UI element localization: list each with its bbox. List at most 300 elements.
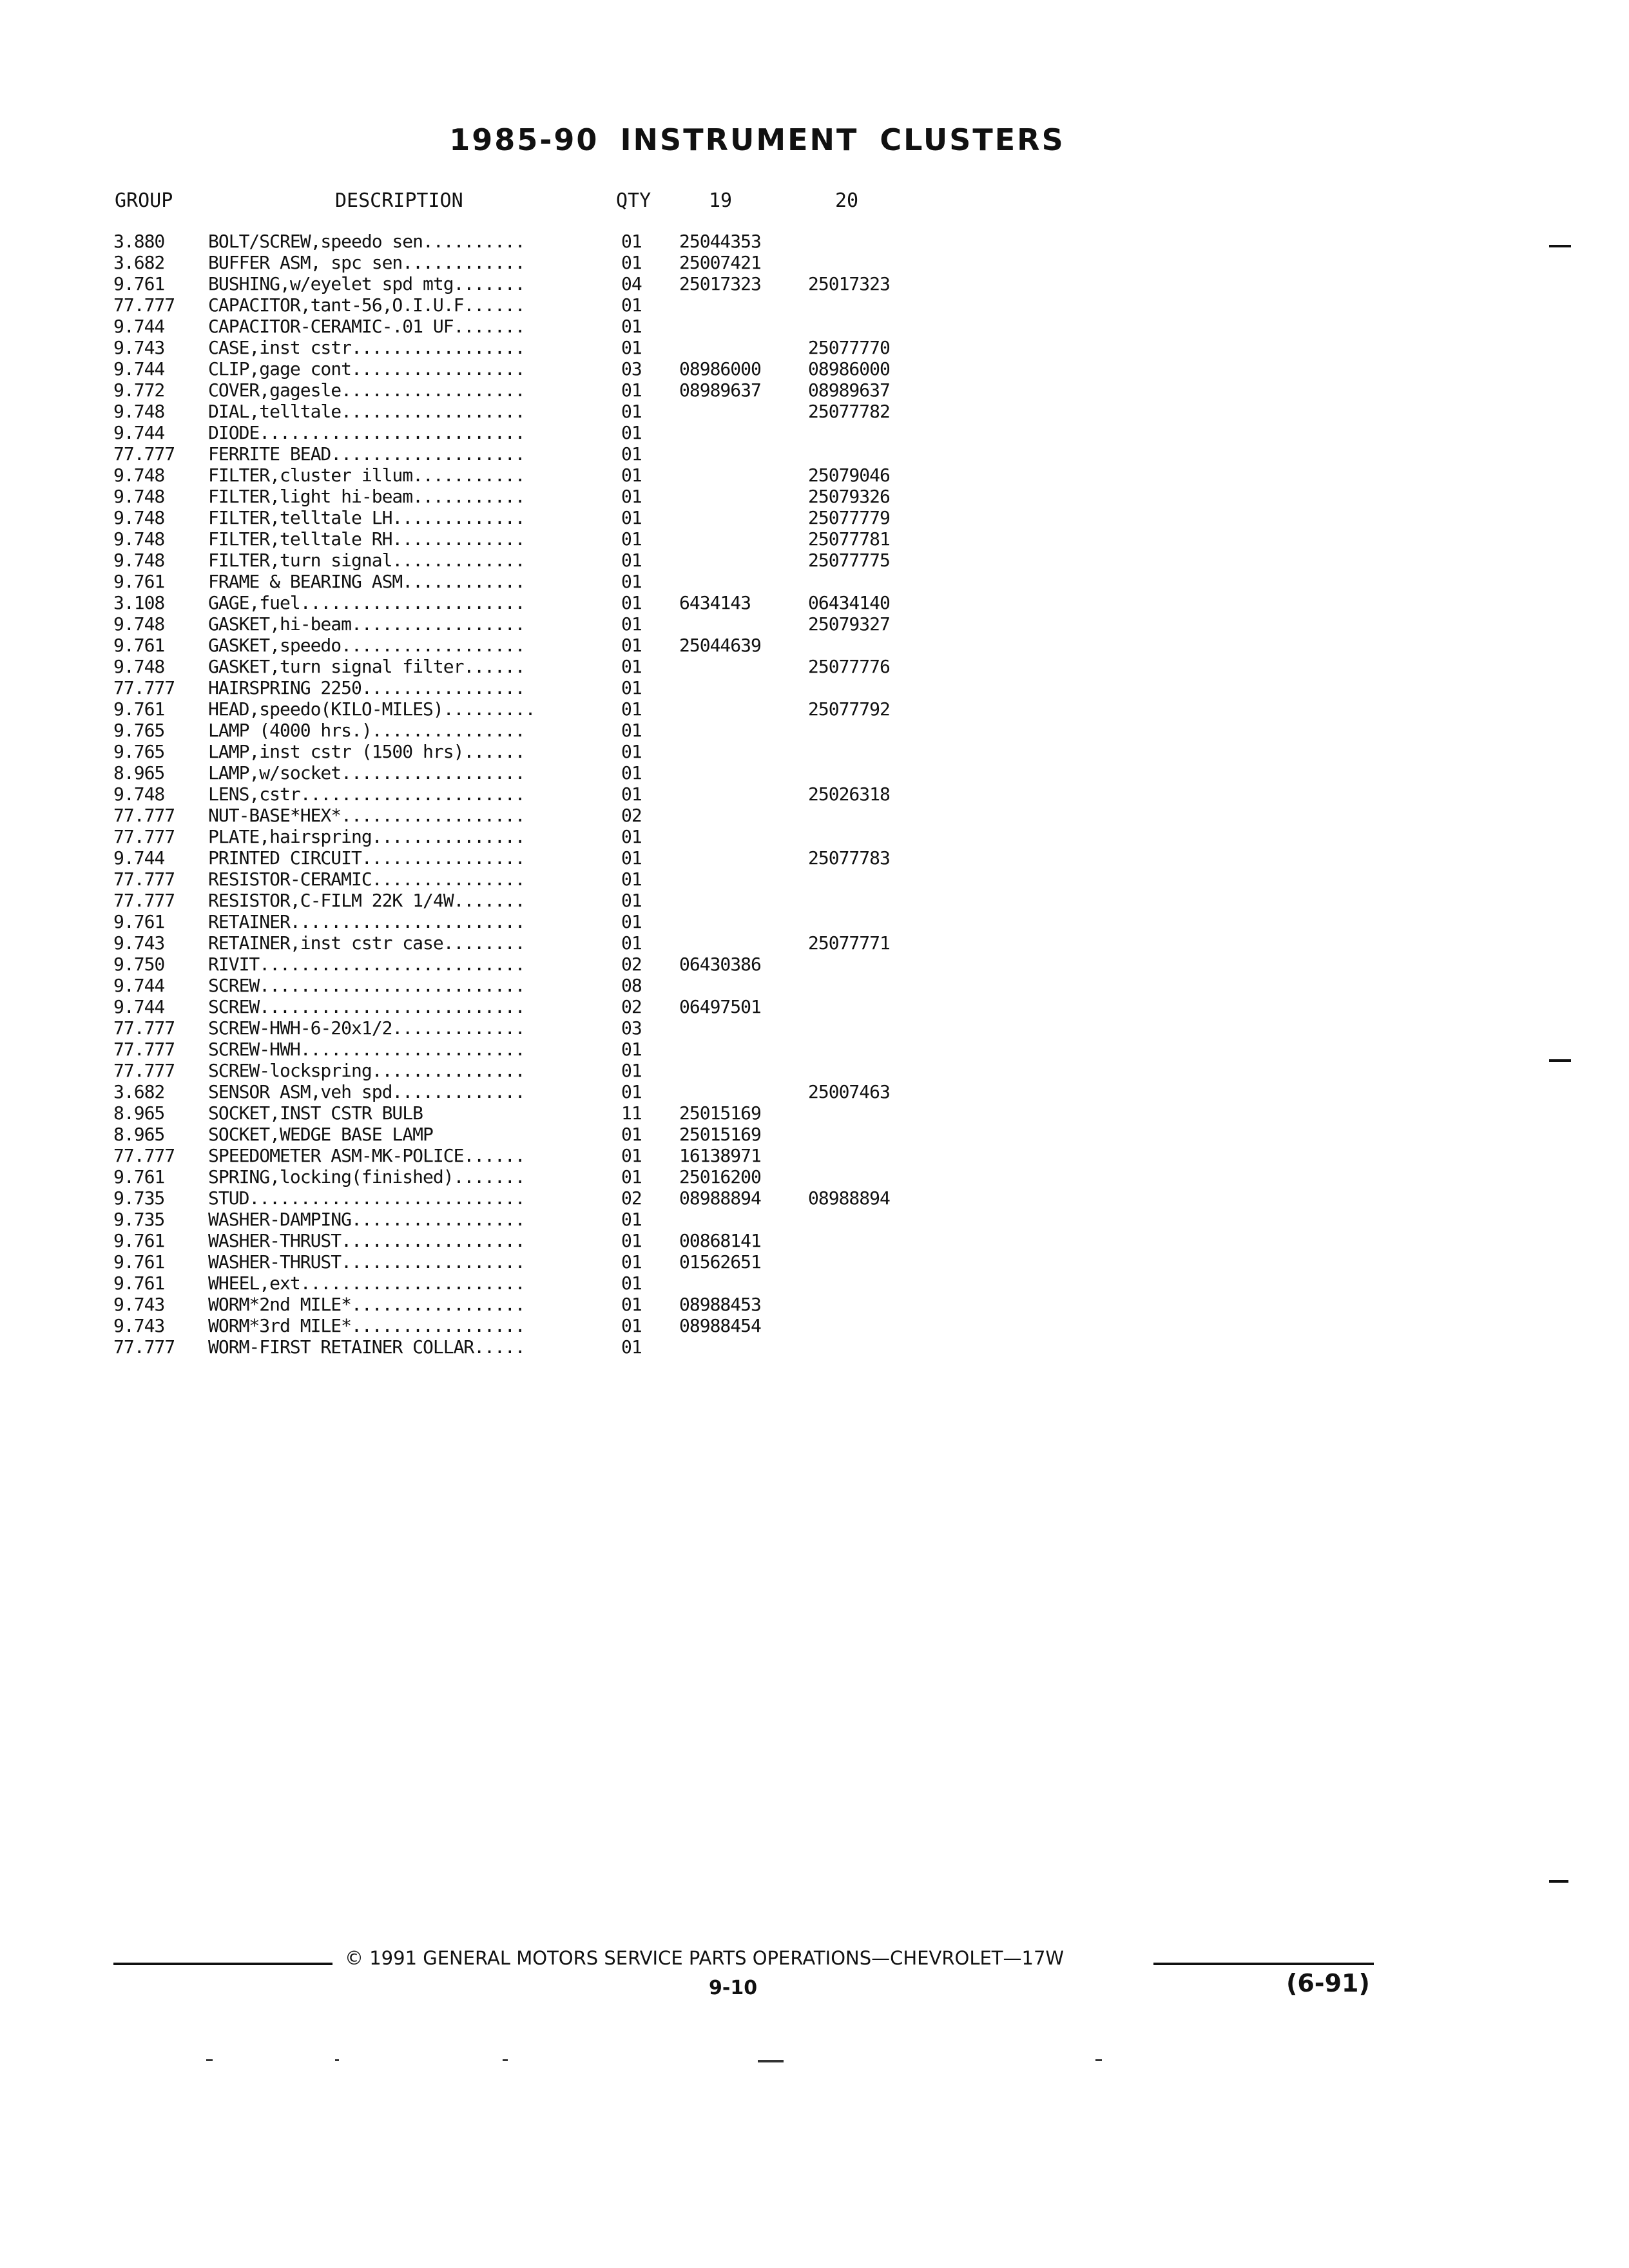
description-cell: HEAD,speedo(KILO-MILES)......... [208, 698, 535, 720]
description-cell: BOLT/SCREW,speedo sen.......... [208, 231, 525, 252]
table-row [113, 507, 937, 528]
part-number-19-cell: 25016200 [679, 1166, 761, 1187]
part-number-19-cell [679, 890, 808, 911]
table-row [113, 911, 937, 932]
part-number-20-cell [808, 1060, 937, 1081]
footer-rule-right [1153, 1963, 1374, 1965]
part-number-20-cell: 25077776 [808, 656, 890, 677]
qty-cell: 01 [621, 401, 642, 422]
revision-date: (6-91) [1286, 1969, 1370, 1997]
group-cell: 77.777 [113, 826, 175, 847]
part-number-19-cell [679, 486, 808, 507]
group-cell: 9.761 [113, 571, 165, 592]
table-row [113, 1336, 937, 1358]
part-number-19-cell [679, 975, 808, 996]
part-number-20-cell: 25077770 [808, 337, 890, 358]
group-cell: 9.748 [113, 550, 165, 571]
table-row [113, 465, 937, 486]
qty-cell: 01 [621, 507, 642, 528]
description-cell: SCREW-HWH-6-20x1/2............. [208, 1017, 525, 1039]
description-cell: LAMP (4000 hrs.)............... [208, 720, 525, 741]
table-row [113, 1209, 937, 1230]
table-row [113, 252, 937, 273]
part-number-19-cell: 16138971 [679, 1145, 761, 1166]
part-number-20-cell [808, 720, 937, 741]
qty-cell: 01 [621, 783, 642, 805]
table-row [113, 337, 937, 358]
part-number-19-cell [679, 465, 808, 486]
part-number-20-cell [808, 294, 937, 316]
part-number-19-cell [679, 316, 808, 337]
part-number-20-cell: 25077792 [808, 698, 890, 720]
part-number-19-cell [679, 507, 808, 528]
qty-cell: 01 [621, 1060, 642, 1081]
table-row [113, 847, 937, 869]
group-cell: 77.777 [113, 869, 175, 890]
description-cell: LENS,cstr...................... [208, 783, 525, 805]
qty-cell: 01 [621, 1294, 642, 1315]
part-number-20-cell [808, 826, 937, 847]
qty-cell: 01 [621, 1251, 642, 1273]
qty-cell: 01 [621, 613, 642, 635]
part-number-19-cell: 25044353 [679, 231, 761, 252]
part-number-19-cell [679, 613, 808, 635]
part-number-20-cell: 08989637 [808, 380, 890, 401]
parts-table [113, 231, 937, 1358]
part-number-20-cell [808, 252, 937, 273]
part-number-19-cell: 25044639 [679, 635, 761, 656]
part-number-20-cell [808, 422, 937, 443]
part-number-20-cell [808, 677, 937, 698]
table-row [113, 720, 937, 741]
scan-speck [206, 2059, 213, 2061]
description-cell: SCREW-lockspring............... [208, 1060, 525, 1081]
part-number-19-cell [679, 698, 808, 720]
qty-cell: 01 [621, 1081, 642, 1102]
footer-rule-left [113, 1963, 333, 1965]
part-number-19-cell [679, 1336, 808, 1358]
qty-cell: 01 [621, 635, 642, 656]
group-cell: 77.777 [113, 677, 175, 698]
part-number-19-cell: 08988453 [679, 1294, 761, 1315]
table-row [113, 1081, 937, 1102]
part-number-20-cell [808, 1145, 937, 1166]
description-cell: WASHER-THRUST.................. [208, 1230, 525, 1251]
description-cell: NUT-BASE*HEX*.................. [208, 805, 525, 826]
part-number-20-cell: 08986000 [808, 358, 890, 380]
table-row [113, 932, 937, 954]
group-cell: 9.750 [113, 954, 165, 975]
margin-mark [1549, 1880, 1568, 1883]
table-row [113, 1039, 937, 1060]
part-number-20-cell [808, 635, 937, 656]
part-number-20-cell: 25079046 [808, 465, 890, 486]
qty-cell: 02 [621, 996, 642, 1017]
qty-cell: 01 [621, 1273, 642, 1294]
table-row [113, 954, 937, 975]
qty-cell: 01 [621, 1166, 642, 1187]
group-cell: 9.748 [113, 613, 165, 635]
group-cell: 8.965 [113, 1124, 165, 1145]
part-number-19-cell: 25007421 [679, 252, 761, 273]
part-number-19-cell: 06497501 [679, 996, 761, 1017]
group-cell: 9.744 [113, 358, 165, 380]
qty-cell: 01 [621, 1124, 642, 1145]
table-row [113, 1251, 937, 1273]
margin-mark [1549, 1059, 1571, 1062]
qty-cell: 02 [621, 805, 642, 826]
part-number-19-cell [679, 401, 808, 422]
group-cell: 9.748 [113, 656, 165, 677]
part-number-20-cell [808, 1230, 937, 1251]
part-number-20-cell [808, 1124, 937, 1145]
part-number-20-cell [808, 805, 937, 826]
qty-cell: 01 [621, 826, 642, 847]
table-row [113, 975, 937, 996]
part-number-19-cell [679, 1060, 808, 1081]
qty-cell: 01 [621, 231, 642, 252]
group-cell: 9.744 [113, 316, 165, 337]
part-number-20-cell [808, 1273, 937, 1294]
group-cell: 9.761 [113, 1273, 165, 1294]
part-number-20-cell [808, 1102, 937, 1124]
part-number-20-cell: 25077782 [808, 401, 890, 422]
group-cell: 9.743 [113, 1294, 165, 1315]
table-row [113, 571, 937, 592]
part-number-19-cell [679, 677, 808, 698]
qty-cell: 01 [621, 762, 642, 783]
description-cell: HAIRSPRING 2250................ [208, 677, 525, 698]
qty-cell: 01 [621, 677, 642, 698]
part-number-20-cell [808, 443, 937, 465]
description-cell: GAGE,fuel...................... [208, 592, 525, 613]
group-cell: 9.735 [113, 1187, 165, 1209]
qty-cell: 03 [621, 358, 642, 380]
qty-cell: 08 [621, 975, 642, 996]
qty-cell: 04 [621, 273, 642, 294]
part-number-19-cell [679, 1273, 808, 1294]
group-cell: 9.772 [113, 380, 165, 401]
group-cell: 8.965 [113, 762, 165, 783]
description-cell: FILTER,light hi-beam........... [208, 486, 525, 507]
qty-cell: 01 [621, 1039, 642, 1060]
table-row [113, 443, 937, 465]
part-number-20-cell [808, 762, 937, 783]
group-cell: 77.777 [113, 443, 175, 465]
description-cell: RIVIT.......................... [208, 954, 525, 975]
table-row [113, 528, 937, 550]
qty-cell: 01 [621, 592, 642, 613]
table-row [113, 358, 937, 380]
group-cell: 9.743 [113, 1315, 165, 1336]
part-number-19-cell [679, 805, 808, 826]
description-cell: CAPACITOR-CERAMIC-.01 UF....... [208, 316, 525, 337]
group-cell: 77.777 [113, 294, 175, 316]
description-cell: GASKET,speedo.................. [208, 635, 525, 656]
group-cell: 77.777 [113, 890, 175, 911]
part-number-20-cell [808, 869, 937, 890]
qty-cell: 01 [621, 1315, 642, 1336]
table-row [113, 1294, 937, 1315]
description-cell: BUSHING,w/eyelet spd mtg....... [208, 273, 525, 294]
table-row [113, 762, 937, 783]
part-number-20-cell: 25079327 [808, 613, 890, 635]
description-cell: BUFFER ASM, spc sen............ [208, 252, 525, 273]
description-cell: FILTER,cluster illum........... [208, 465, 525, 486]
qty-cell: 01 [621, 316, 642, 337]
part-number-20-cell: 25077775 [808, 550, 890, 571]
part-number-19-cell [679, 783, 808, 805]
page-number: 9-10 [709, 1977, 758, 1999]
part-number-20-cell [808, 1315, 937, 1336]
description-cell: WASHER-THRUST.................. [208, 1251, 525, 1273]
column-header-group: GROUP [115, 189, 173, 212]
group-cell: 9.748 [113, 528, 165, 550]
table-row [113, 805, 937, 826]
qty-cell: 11 [621, 1102, 642, 1124]
table-row [113, 550, 937, 571]
description-cell: SPRING,locking(finished)....... [208, 1166, 525, 1187]
qty-cell: 01 [621, 422, 642, 443]
part-number-19-cell: 08986000 [679, 358, 761, 380]
description-cell: DIODE.......................... [208, 422, 525, 443]
description-cell: FILTER,telltale RH............. [208, 528, 525, 550]
qty-cell: 02 [621, 1187, 642, 1209]
part-number-19-cell [679, 550, 808, 571]
qty-cell: 01 [621, 550, 642, 571]
description-cell: SENSOR ASM,veh spd............. [208, 1081, 525, 1102]
qty-cell: 01 [621, 252, 642, 273]
description-cell: RETAINER,inst cstr case........ [208, 932, 525, 954]
table-row [113, 486, 937, 507]
part-number-19-cell [679, 1081, 808, 1102]
table-row [113, 826, 937, 847]
table-row [113, 380, 937, 401]
description-cell: SPEEDOMETER ASM-MK-POLICE...... [208, 1145, 525, 1166]
table-row [113, 677, 937, 698]
description-cell: COVER,gagesle.................. [208, 380, 525, 401]
qty-cell: 01 [621, 1145, 642, 1166]
part-number-19-cell [679, 656, 808, 677]
description-cell: DIAL,telltale.................. [208, 401, 525, 422]
description-cell: WORM*3rd MILE*................. [208, 1315, 525, 1336]
scan-speck [503, 2059, 508, 2061]
qty-cell: 01 [621, 890, 642, 911]
part-number-19-cell [679, 571, 808, 592]
description-cell: SOCKET,INST CSTR BULB [208, 1102, 423, 1124]
column-header-description: DESCRIPTION [335, 189, 463, 212]
description-cell: FRAME & BEARING ASM............ [208, 571, 525, 592]
qty-cell: 01 [621, 1336, 642, 1358]
scan-speck [758, 2060, 784, 2062]
part-number-19-cell [679, 1039, 808, 1060]
page-title: 1985-90 INSTRUMENT CLUSTERS [449, 122, 1065, 157]
description-cell: PLATE,hairspring............... [208, 826, 525, 847]
footer-copyright: © 1991 GENERAL MOTORS SERVICE PARTS OPERATIONS—CHEVROLET—17W [345, 1947, 1065, 1969]
table-row [113, 783, 937, 805]
part-number-20-cell: 06434140 [808, 592, 890, 613]
part-number-20-cell [808, 1166, 937, 1187]
group-cell: 9.743 [113, 337, 165, 358]
group-cell: 77.777 [113, 1039, 175, 1060]
description-cell: SCREW-HWH...................... [208, 1039, 525, 1060]
qty-cell: 01 [621, 465, 642, 486]
qty-cell: 01 [621, 698, 642, 720]
description-cell: LAMP,inst cstr (1500 hrs)...... [208, 741, 525, 762]
group-cell: 77.777 [113, 1060, 175, 1081]
part-number-19-cell: 25017323 [679, 273, 761, 294]
margin-mark [1549, 245, 1571, 247]
description-cell: RESISTOR,C-FILM 22K 1/4W....... [208, 890, 525, 911]
qty-cell: 01 [621, 294, 642, 316]
table-row [113, 1187, 937, 1209]
description-cell: STUD........................... [208, 1187, 525, 1209]
part-number-19-cell [679, 911, 808, 932]
part-number-19-cell [679, 762, 808, 783]
description-cell: GASKET,turn signal filter...... [208, 656, 525, 677]
part-number-20-cell: 25077781 [808, 528, 890, 550]
group-cell: 77.777 [113, 1336, 175, 1358]
part-number-20-cell: 25007463 [808, 1081, 890, 1102]
description-cell: SCREW.......................... [208, 996, 525, 1017]
table-row [113, 294, 937, 316]
qty-cell: 01 [621, 869, 642, 890]
group-cell: 9.748 [113, 783, 165, 805]
part-number-19-cell [679, 337, 808, 358]
part-number-20-cell [808, 231, 937, 252]
part-number-19-cell: 25015169 [679, 1102, 761, 1124]
part-number-20-cell [808, 316, 937, 337]
description-cell: CAPACITOR,tant-56,O.I.U.F...... [208, 294, 525, 316]
description-cell: WORM-FIRST RETAINER COLLAR..... [208, 1336, 525, 1358]
part-number-19-cell [679, 932, 808, 954]
parts-table-body [113, 231, 937, 1358]
part-number-19-cell: 6434143 [679, 592, 751, 613]
part-number-20-cell [808, 1209, 937, 1230]
part-number-19-cell: 08989637 [679, 380, 761, 401]
part-number-20-cell [808, 1336, 937, 1358]
qty-cell: 01 [621, 380, 642, 401]
part-number-20-cell [808, 1017, 937, 1039]
table-row [113, 1273, 937, 1294]
qty-cell: 01 [621, 486, 642, 507]
part-number-20-cell: 08988894 [808, 1187, 890, 1209]
part-number-19-cell: 01562651 [679, 1251, 761, 1273]
part-number-19-cell [679, 422, 808, 443]
part-number-20-cell: 25077771 [808, 932, 890, 954]
group-cell: 9.761 [113, 1230, 165, 1251]
group-cell: 77.777 [113, 1017, 175, 1039]
part-number-20-cell [808, 954, 937, 975]
table-row [113, 1315, 937, 1336]
part-number-19-cell [679, 741, 808, 762]
group-cell: 9.761 [113, 698, 165, 720]
part-number-19-cell [679, 294, 808, 316]
part-number-19-cell [679, 443, 808, 465]
table-row [113, 231, 937, 252]
description-cell: PRINTED CIRCUIT................ [208, 847, 525, 869]
group-cell: 9.748 [113, 465, 165, 486]
part-number-19-cell [679, 869, 808, 890]
group-cell: 9.748 [113, 401, 165, 422]
group-cell: 8.965 [113, 1102, 165, 1124]
qty-cell: 01 [621, 1230, 642, 1251]
table-row [113, 656, 937, 677]
group-cell: 9.735 [113, 1209, 165, 1230]
qty-cell: 01 [621, 656, 642, 677]
description-cell: SCREW.......................... [208, 975, 525, 996]
part-number-20-cell: 25079326 [808, 486, 890, 507]
part-number-20-cell: 25077779 [808, 507, 890, 528]
group-cell: 9.744 [113, 975, 165, 996]
table-row [113, 273, 937, 294]
qty-cell: 02 [621, 954, 642, 975]
group-cell: 3.108 [113, 592, 165, 613]
group-cell: 9.761 [113, 635, 165, 656]
group-cell: 9.761 [113, 1166, 165, 1187]
part-number-19-cell: 00868141 [679, 1230, 761, 1251]
description-cell: FILTER,telltale LH............. [208, 507, 525, 528]
part-number-19-cell: 08988454 [679, 1315, 761, 1336]
table-row [113, 741, 937, 762]
table-row [113, 1166, 937, 1187]
group-cell: 9.761 [113, 1251, 165, 1273]
part-number-20-cell [808, 996, 937, 1017]
qty-cell: 01 [621, 571, 642, 592]
part-number-20-cell [808, 890, 937, 911]
description-cell: WHEEL,ext...................... [208, 1273, 525, 1294]
part-number-20-cell: 25026318 [808, 783, 890, 805]
table-row [113, 422, 937, 443]
part-number-20-cell [808, 571, 937, 592]
table-row [113, 1102, 937, 1124]
qty-cell: 01 [621, 528, 642, 550]
description-cell: RETAINER....................... [208, 911, 525, 932]
part-number-19-cell: 06430386 [679, 954, 761, 975]
part-number-20-cell [808, 975, 937, 996]
group-cell: 77.777 [113, 1145, 175, 1166]
group-cell: 9.744 [113, 422, 165, 443]
description-cell: CASE,inst cstr................. [208, 337, 525, 358]
part-number-19-cell [679, 720, 808, 741]
table-row [113, 613, 937, 635]
part-number-19-cell: 25015169 [679, 1124, 761, 1145]
description-cell: GASKET,hi-beam................. [208, 613, 525, 635]
group-cell: 9.744 [113, 996, 165, 1017]
part-number-20-cell: 25077783 [808, 847, 890, 869]
table-row [113, 890, 937, 911]
scan-speck [1095, 2059, 1102, 2061]
description-cell: FILTER,turn signal............. [208, 550, 525, 571]
table-row [113, 1017, 937, 1039]
table-row [113, 592, 937, 613]
description-cell: SOCKET,WEDGE BASE LAMP [208, 1124, 433, 1145]
qty-cell: 01 [621, 932, 642, 954]
qty-cell: 01 [621, 443, 642, 465]
group-cell: 9.748 [113, 507, 165, 528]
group-cell: 9.743 [113, 932, 165, 954]
qty-cell: 01 [621, 847, 642, 869]
group-cell: 3.682 [113, 252, 165, 273]
table-row [113, 316, 937, 337]
table-row [113, 1145, 937, 1166]
part-number-20-cell [808, 741, 937, 762]
table-row [113, 1060, 937, 1081]
table-row [113, 401, 937, 422]
column-header-qty: QTY [616, 189, 651, 212]
part-number-19-cell [679, 826, 808, 847]
part-number-19-cell [679, 528, 808, 550]
